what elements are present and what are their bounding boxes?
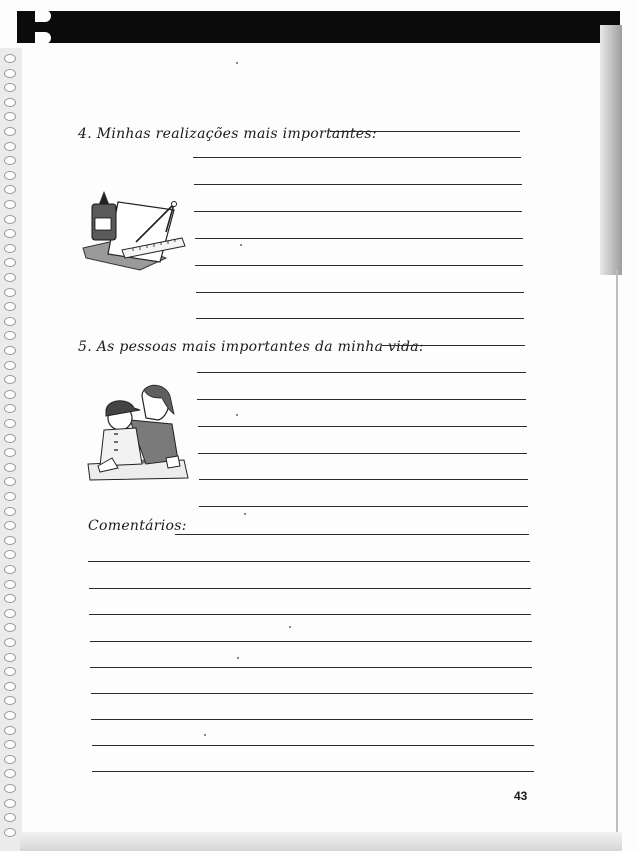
spiral-hole: [4, 755, 16, 764]
spiral-binding: [0, 48, 22, 851]
spiral-hole: [4, 448, 16, 457]
scan-shadow: [20, 832, 622, 851]
scan-speck: [289, 626, 291, 628]
binding-notch: [35, 10, 51, 22]
spiral-hole: [4, 521, 16, 530]
spiral-hole: [4, 185, 16, 194]
spiral-hole: [4, 331, 16, 340]
spiral-hole: [4, 273, 16, 282]
spiral-hole: [4, 404, 16, 413]
section-heading-realizacoes: 4. Minhas realizações mais importantes:: [78, 126, 377, 142]
writing-line: [196, 292, 524, 293]
spiral-hole: [4, 492, 16, 501]
spiral-hole: [4, 580, 16, 589]
spiral-hole: [4, 682, 16, 691]
spiral-hole: [4, 288, 16, 297]
spiral-hole: [4, 69, 16, 78]
top-black-bar: [17, 11, 620, 43]
spiral-hole: [4, 127, 16, 136]
writing-line: [330, 131, 520, 132]
scan-speck: [204, 734, 206, 736]
spiral-hole: [4, 784, 16, 793]
spiral-hole: [4, 258, 16, 267]
spiral-hole: [4, 638, 16, 647]
writing-line: [194, 184, 522, 185]
spiral-hole: [4, 463, 16, 472]
spiral-hole: [4, 215, 16, 224]
school-supplies-illustration: [78, 188, 188, 274]
section-heading-comentarios: Comentários:: [88, 518, 187, 534]
scan-speck: [244, 513, 246, 515]
writing-line: [92, 771, 534, 772]
spiral-hole: [4, 828, 16, 837]
spiral-hole: [4, 317, 16, 326]
writing-line: [91, 693, 533, 694]
spiral-hole: [4, 54, 16, 63]
mother-and-child-illustration: [84, 380, 192, 484]
section-heading-pessoas: 5. As pessoas mais importantes da minha vida:: [78, 339, 424, 355]
spiral-hole: [4, 200, 16, 209]
spiral-hole: [4, 507, 16, 516]
scan-speck: [240, 244, 242, 246]
writing-line: [196, 318, 524, 319]
writing-line: [198, 453, 527, 454]
page-number: 43: [514, 789, 528, 803]
writing-line: [89, 614, 531, 615]
writing-line: [198, 426, 527, 427]
spiral-hole: [4, 244, 16, 253]
spiral-hole: [4, 83, 16, 92]
spiral-hole: [4, 361, 16, 370]
spiral-hole: [4, 550, 16, 559]
spiral-hole: [4, 653, 16, 662]
writing-line: [194, 211, 522, 212]
writing-line: [92, 745, 534, 746]
spiral-hole: [4, 434, 16, 443]
spiral-hole: [4, 419, 16, 428]
scan-speck: [237, 657, 239, 659]
writing-line: [90, 667, 532, 668]
writing-line: [197, 372, 526, 373]
spiral-hole: [4, 711, 16, 720]
spiral-hole: [4, 390, 16, 399]
binding-notch: [35, 32, 51, 44]
scan-speck: [236, 62, 238, 64]
writing-line: [199, 506, 528, 507]
spiral-hole: [4, 171, 16, 180]
scan-shadow: [600, 25, 622, 275]
spiral-hole: [4, 229, 16, 238]
spiral-hole: [4, 536, 16, 545]
writing-line: [175, 534, 529, 535]
page-edge: [616, 270, 618, 840]
writing-line: [382, 345, 525, 346]
writing-line: [89, 588, 531, 589]
writing-line: [88, 561, 530, 562]
spiral-hole: [4, 112, 16, 121]
spiral-hole: [4, 740, 16, 749]
spiral-hole: [4, 726, 16, 735]
spiral-hole: [4, 609, 16, 618]
spiral-hole: [4, 667, 16, 676]
spiral-hole: [4, 813, 16, 822]
spiral-hole: [4, 375, 16, 384]
spiral-hole: [4, 142, 16, 151]
writing-line: [195, 265, 523, 266]
spiral-hole: [4, 477, 16, 486]
scan-speck: [236, 414, 238, 416]
spiral-hole: [4, 799, 16, 808]
writing-line: [197, 399, 526, 400]
writing-line: [90, 641, 532, 642]
spiral-hole: [4, 302, 16, 311]
spiral-hole: [4, 565, 16, 574]
spiral-hole: [4, 623, 16, 632]
spiral-hole: [4, 594, 16, 603]
writing-line: [193, 157, 521, 158]
spiral-hole: [4, 98, 16, 107]
spiral-hole: [4, 346, 16, 355]
spiral-hole: [4, 156, 16, 165]
spiral-hole: [4, 696, 16, 705]
writing-line: [91, 719, 533, 720]
spiral-hole: [4, 769, 16, 778]
writing-line: [195, 238, 523, 239]
writing-line: [199, 479, 528, 480]
